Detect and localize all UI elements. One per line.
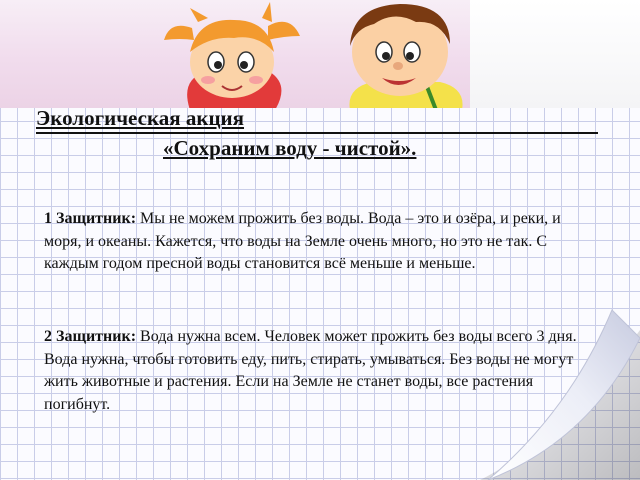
- page-subtitle: «Сохраним воду - чистой».: [163, 136, 417, 160]
- paragraph-text: Вода нужна всем. Человек может прожить без воды всего 3 дня. Вода нужна, чтобы готовить еду, пить, стирать, умываться. Без воды не могут жить животные и растения. Если на Земле не станет воды, все растения погибнут.: [44, 328, 577, 413]
- paragraph-defender-1: [44, 208, 594, 276]
- boy-figure: [349, 4, 462, 108]
- header-banner: [0, 0, 640, 108]
- speaker-label: 2 Защитник:: [44, 328, 137, 345]
- speaker-label: 1 Защитник:: [44, 210, 137, 227]
- kids-illustration: [150, 0, 480, 108]
- banner-white-strip: [470, 0, 640, 108]
- paragraph-text: Мы не можем прожить без воды. Вода – это и озёра, и реки, и моря, и океаны. Кажется, что воды на Земле очень много, но это не так. С каждым годом пресной воды становится всё меньше и меньше.: [44, 210, 561, 272]
- girl-figure: [164, 2, 300, 108]
- page-curl-corner: [440, 290, 640, 480]
- page-title: Экологическая акция: [36, 106, 245, 130]
